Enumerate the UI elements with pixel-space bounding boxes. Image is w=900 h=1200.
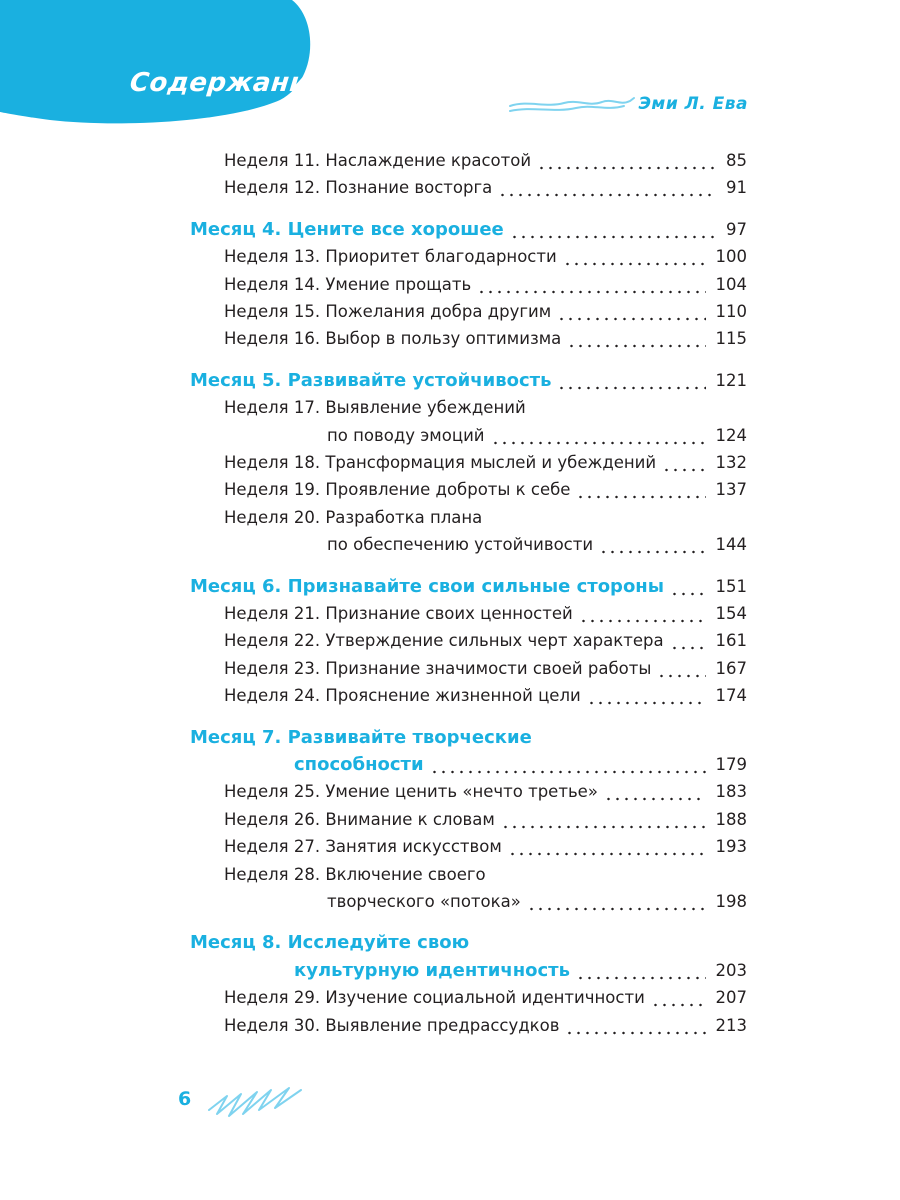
toc-leader-dots xyxy=(587,683,706,709)
toc-week-title: Неделя 12. Познание восторга xyxy=(224,178,493,198)
toc-line xyxy=(0,532,900,558)
toc-page-number: 144 xyxy=(715,535,747,555)
toc-page-number: 183 xyxy=(715,782,747,802)
toc-week-title: Неделя 15. Пожелания добра другим xyxy=(224,302,552,321)
author-name: Эми Л. Ева xyxy=(638,94,748,114)
toc-leader-dots xyxy=(576,477,705,503)
toc-line xyxy=(0,272,900,298)
toc-line xyxy=(0,477,900,503)
toc-page-number: 188 xyxy=(715,809,747,829)
toc-line xyxy=(0,807,900,833)
toc-line xyxy=(0,175,900,201)
toc-week-title: Неделя 30. Выявление предрассудков xyxy=(224,1015,560,1035)
toc-week-title: по поводу эмоций xyxy=(327,425,485,445)
toc-line xyxy=(0,423,900,449)
toc-line xyxy=(0,958,900,984)
toc-page-number: 85 xyxy=(726,151,747,170)
toc-line xyxy=(0,683,900,709)
toc-leader-dots xyxy=(557,368,705,394)
toc-week-title: творческого «потока» xyxy=(327,892,521,911)
toc-week-title: Неделя 29. Изучение социальной идентичности xyxy=(224,988,645,1008)
toc-leader-dots xyxy=(491,423,706,449)
toc-line xyxy=(0,834,900,860)
toc-line xyxy=(0,779,900,805)
toc-leader-dots xyxy=(557,299,705,325)
toc-leader-dots xyxy=(510,217,716,243)
toc-leader-dots xyxy=(527,889,706,915)
toc-week-title: Неделя 16. Выбор в пользу оптимизма xyxy=(224,329,562,349)
toc-leader-dots xyxy=(657,656,705,682)
decorative-squiggle-icon xyxy=(205,1080,305,1120)
toc-week-title: Неделя 23. Признание значимости своей работы xyxy=(224,658,652,678)
toc-page-number: 154 xyxy=(715,604,747,623)
toc-page-number: 110 xyxy=(715,302,747,321)
toc-leader-dots xyxy=(563,244,706,270)
toc-leader-dots xyxy=(498,175,716,201)
toc-page-number: 174 xyxy=(715,686,747,706)
toc-leader-dots xyxy=(576,958,706,984)
toc-page-number: 132 xyxy=(715,453,747,472)
toc-page-number: 97 xyxy=(726,219,747,239)
toc-week-title: Неделя 24. Прояснение жизненной цели xyxy=(224,686,581,706)
toc-month-title: Месяц 5. Развивайте устойчивость xyxy=(190,369,552,391)
toc-page-number: 100 xyxy=(715,247,747,267)
section-title: Содержание xyxy=(128,68,328,98)
toc-month-title: способности xyxy=(294,754,424,775)
toc-line xyxy=(0,450,900,476)
toc-page-number: 151 xyxy=(715,576,747,596)
toc-week-title: Неделя 13. Приоритет благодарности xyxy=(224,247,557,267)
toc-week-title: Неделя 18. Трансформация мыслей и убеждений xyxy=(224,453,657,472)
toc-line xyxy=(0,862,900,888)
toc-page-number: 213 xyxy=(715,1015,747,1035)
toc-leader-dots xyxy=(599,532,705,558)
toc-line xyxy=(0,628,900,654)
toc-leader-dots xyxy=(670,574,705,600)
toc-month-title: Месяц 7. Развивайте творческие xyxy=(190,726,532,748)
toc-line xyxy=(0,299,900,325)
toc-leader-dots xyxy=(567,326,705,352)
toc-page-number: 104 xyxy=(715,274,747,294)
toc-line xyxy=(0,930,900,956)
toc-page-number: 179 xyxy=(715,755,747,774)
toc-line xyxy=(0,244,900,270)
toc-line xyxy=(0,505,900,531)
toc-week-title: по обеспечению устойчивости xyxy=(327,535,594,555)
toc-line xyxy=(0,752,900,778)
toc-month-title: Месяц 8. Исследуйте свою xyxy=(190,932,470,954)
toc-leader-dots xyxy=(477,272,705,298)
toc-leader-dots xyxy=(430,752,706,778)
toc-line xyxy=(0,601,900,627)
toc-page-number: 124 xyxy=(715,425,747,445)
toc-leader-dots xyxy=(651,985,706,1011)
toc-leader-dots xyxy=(508,834,706,860)
toc-page-number: 207 xyxy=(715,988,747,1008)
toc-line xyxy=(0,326,900,352)
toc-week-title: Неделя 17. Выявление убеждений xyxy=(224,398,526,418)
toc-week-title: Неделя 27. Занятия искусством xyxy=(224,837,502,857)
toc-week-title: Неделя 26. Внимание к словам xyxy=(224,809,495,829)
page-number: 6 xyxy=(178,1088,192,1110)
toc-week-title: Неделя 28. Включение своего xyxy=(224,864,486,884)
toc-week-title: Неделя 22. Утверждение сильных черт характера xyxy=(224,631,664,651)
toc-week-title: Неделя 21. Признание своих ценностей xyxy=(224,604,573,623)
toc-week-title: Неделя 19. Проявление доброты к себе xyxy=(224,480,571,500)
toc-leader-dots xyxy=(579,601,706,627)
toc-week-title: Неделя 11. Наслаждение красотой xyxy=(224,151,532,170)
toc-line xyxy=(0,656,900,682)
toc-line xyxy=(0,148,900,174)
toc-week-title: Неделя 25. Умение ценить «нечто третье» xyxy=(224,782,598,802)
toc-month-title: Месяц 6. Признавайте свои сильные стороны xyxy=(190,575,665,597)
toc-leader-dots xyxy=(565,1013,705,1039)
toc-page-number: 91 xyxy=(726,178,747,198)
toc-page-number: 161 xyxy=(715,631,747,651)
toc-line xyxy=(0,889,900,915)
toc-line xyxy=(0,395,900,421)
toc-month-title: культурную идентичность xyxy=(294,959,570,981)
toc-leader-dots xyxy=(670,628,706,654)
toc-leader-dots xyxy=(537,148,716,174)
toc-line xyxy=(0,368,900,394)
toc-page-number: 115 xyxy=(715,329,747,349)
toc-week-title: Неделя 14. Умение прощать xyxy=(224,274,472,294)
toc-page-number: 193 xyxy=(715,837,747,857)
toc-line xyxy=(0,725,900,751)
toc-month-title: Месяц 4. Цените все хорошее xyxy=(190,218,504,240)
toc-page-number: 167 xyxy=(715,658,747,678)
toc-page-number: 121 xyxy=(715,370,747,390)
toc-leader-dots xyxy=(604,779,706,805)
toc-leader-dots xyxy=(662,450,705,476)
toc-leader-dots xyxy=(501,807,706,833)
toc-line xyxy=(0,1013,900,1039)
toc-page-number: 203 xyxy=(715,960,747,980)
toc-line xyxy=(0,217,900,243)
toc-line xyxy=(0,574,900,600)
toc-line xyxy=(0,985,900,1011)
toc-page-number: 137 xyxy=(715,480,747,500)
toc-page-number: 198 xyxy=(715,892,747,911)
toc-week-title: Неделя 20. Разработка плана xyxy=(224,507,483,527)
